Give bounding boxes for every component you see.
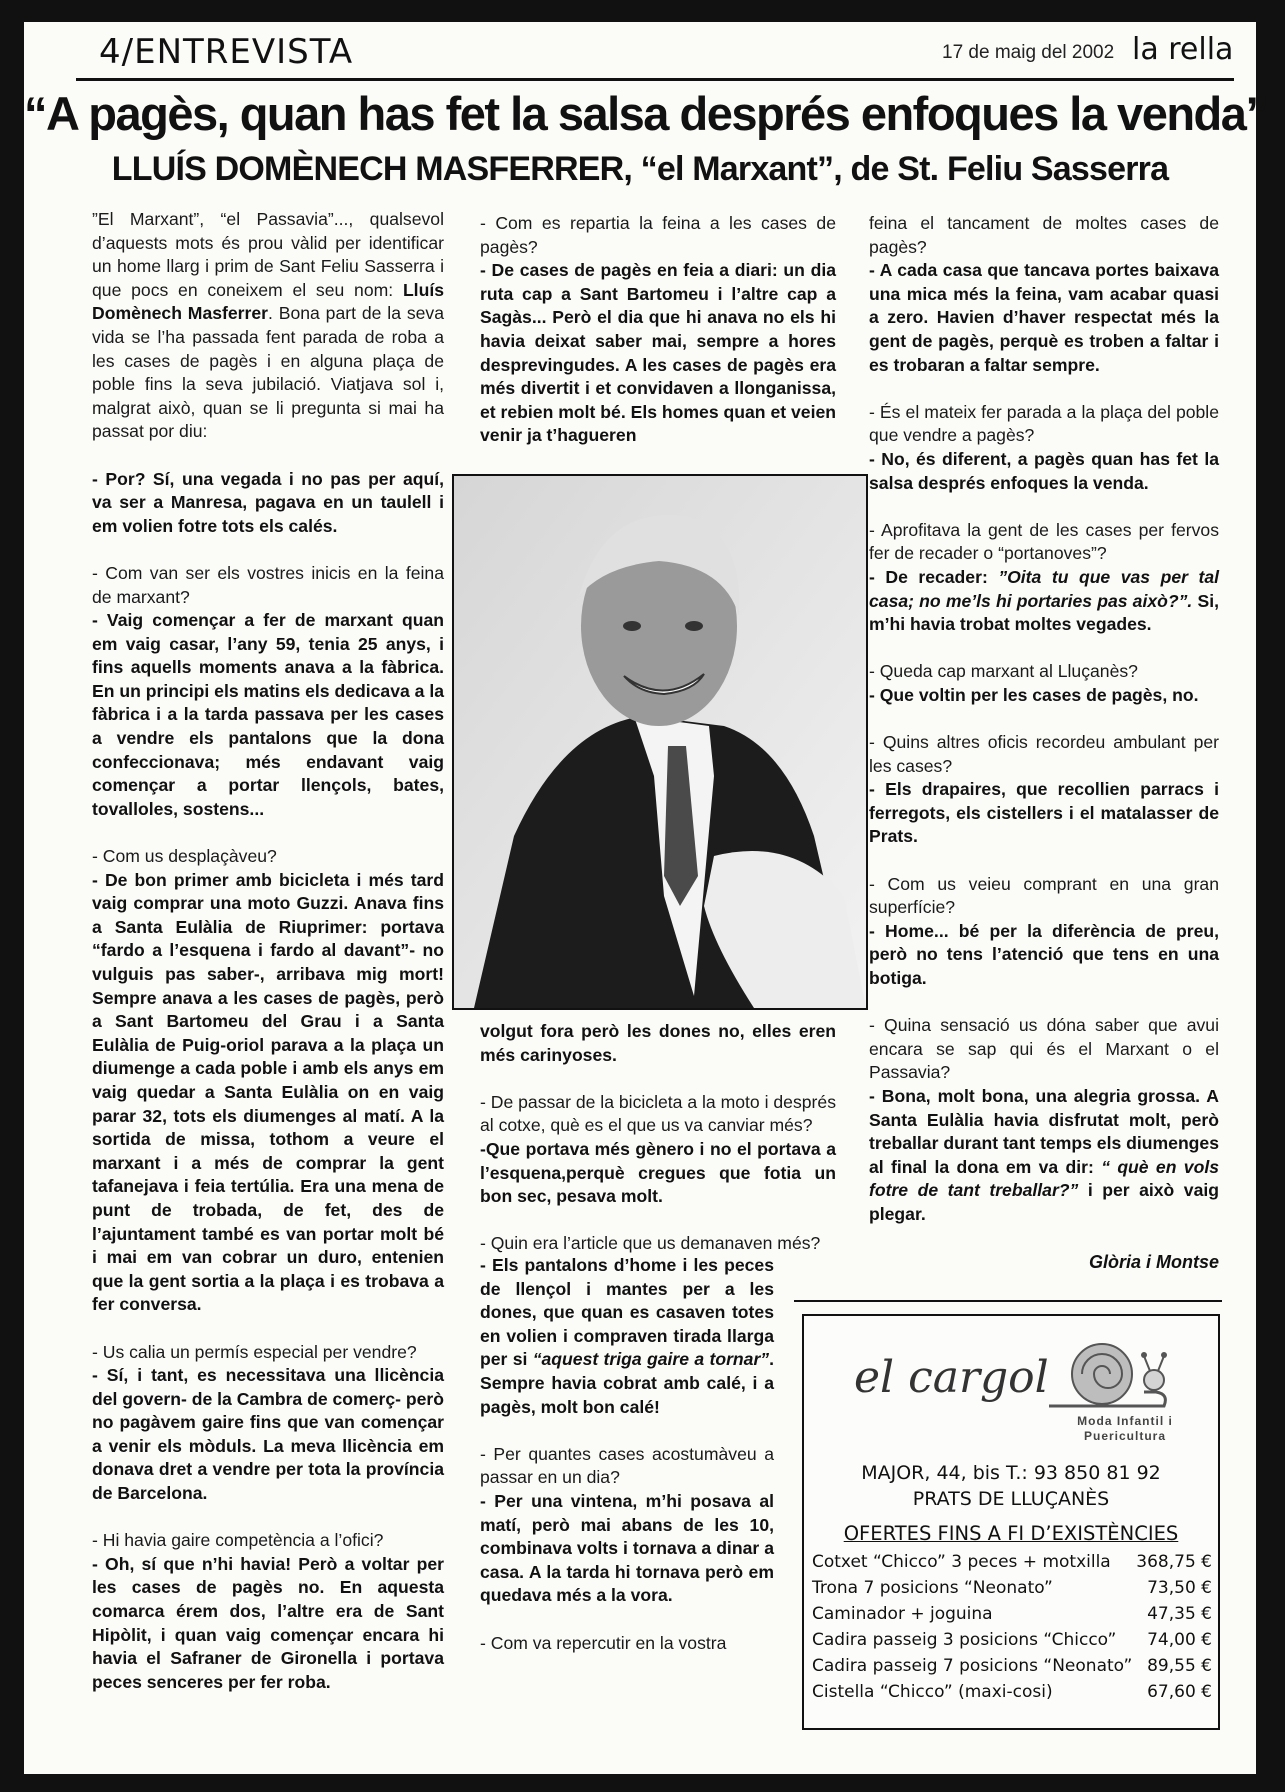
subheadline: LLUÍS DOMÈNECH MASFERRER, “el Marxant”, de St. Feliu Sasserra [111, 150, 1169, 188]
answer: - No, és diferent, a pagès quan has fet la salsa després enfoques la venda. [869, 448, 1219, 493]
question-answer [480, 1443, 774, 1608]
ad-town: PRATS DE LLUÇANÈS [912, 1488, 1110, 1510]
question: - Com es repartia la feina a les cases de pagès? [480, 213, 836, 257]
ad-offer-list [812, 1549, 1212, 1705]
answer: - Que voltin per les cases de pagès, no. [869, 684, 1199, 705]
question: - Us calia un permís especial per vendre? [92, 1341, 417, 1362]
column-3 [869, 212, 1219, 1250]
answer: - Por? Sí, una vegada i no pas per aquí, va ser a Manresa, pagava en un taulell i em volien fotre tots els calés. [92, 468, 444, 536]
question: feina el tancament de moltes cases de pagès? [869, 213, 1219, 257]
answer: - A cada casa que tancava portes baixava una mica més la feina, vam acabar quasi a zero. Havien d’haver respectat més la gent de pagès, perquè es troben a faltar i es trobaran a faltar sempre. [869, 260, 1219, 375]
question: - Hi havia gaire competència a l’ofici? [92, 1530, 384, 1551]
question: - Queda cap marxant al Lluçanès? [869, 661, 1138, 682]
offer-price: 73,50 € [1147, 1578, 1212, 1598]
answer: - Home... bé per la diferència de preu, però no tens l’atenció que tens en una botiga. [869, 920, 1219, 988]
answer: -Que portava més gènero i no el portava a l’esquena,perquè cregues que fotia un bon sec, pesava molt. [480, 1138, 836, 1207]
question: - Quin era l’article que us demanaven més? [480, 1233, 821, 1254]
publication-name: la rella [1132, 32, 1234, 67]
offer-row: Cotxet “Chicco” 3 peces + motxilla 368,75 € [812, 1549, 1212, 1575]
ad-tagline: Moda Infantil i Puericultura [1077, 1414, 1173, 1443]
question: - Per quantes cases acostumàveu a passar en un dia? [480, 1443, 774, 1488]
answer-continued: volgut fora però les dones no, elles eren més carinyoses. [480, 1021, 836, 1065]
author-signature: Glòria i Montse [1088, 1252, 1219, 1272]
offer-price: 47,35 € [1147, 1604, 1212, 1624]
newspaper-page [24, 22, 1268, 1774]
question: - Quina sensació us dóna saber que avui encara se sap qui és el Marxant o el Passavia? [869, 1015, 1219, 1083]
column-2-bottom [480, 1254, 774, 1679]
column-2-middle [480, 1020, 836, 1256]
question: - Com us desplaçàveu? [92, 846, 277, 867]
ad-address: MAJOR, 44, bis T.: 93 850 81 92 [861, 1462, 1161, 1484]
interviewee-photo [452, 474, 868, 1010]
offer-price: 368,75 € [1136, 1552, 1212, 1572]
offer-price: 74,00 € [1147, 1630, 1212, 1650]
answer: - Per una vintena, m’hi posava al matí, però mai abans de les 10, combinava volts i tornava a dinar a casa. A la tarda hi tornava però em quedava més a la vora. [480, 1490, 774, 1606]
ad-offers-title: OFERTES FINS A FI D’EXISTÈNCIES [843, 1522, 1179, 1545]
headline: “A pagès, quan has fet la salsa després enfoques la venda” [24, 87, 1268, 140]
question-answer [92, 845, 444, 1317]
offer-price: 67,60 € [1147, 1682, 1212, 1702]
question-answer: - Aprofitava la gent de les cases per fervos fer de recader o “portanoves”? - De recader: ”Oita tu que vas per tal casa; no me’ls hi portaries pas això?”. Si, m’hi havia trobat moltes vegades. [869, 519, 1220, 635]
offer-row: Cadira passeig 3 posicions “Chicco” 74,00 € [812, 1627, 1212, 1653]
answer: - Els pantalons d’home i les peces de llençol i mantes per a les dones, que quan es casaven totes en volien i compraven tirada llarga per si “aquest triga gaire a tornar”. Sempre havia cobrat amb calé, i a pagès, molt bon calé! [480, 1255, 774, 1417]
question-answer [869, 873, 1219, 991]
question: - Quins altres oficis recordeu ambulant per les cases? [869, 732, 1219, 776]
advertisement [802, 1314, 1220, 1730]
answer: - Oh, sí que n’hi havia! Però a voltar per les cases de pagès no. En aquesta comarca érem dos, l’altre era de Sant Hipòlit, i quan vaig començar encara hi havia el Safraner de Gironella i portava peces senceres per fer roba. [92, 1553, 444, 1692]
question-answer [480, 212, 836, 448]
question-answer [869, 660, 1219, 707]
question-answer [92, 562, 444, 822]
question-answer [480, 1091, 836, 1209]
question-answer [92, 1341, 444, 1506]
column-2-top [480, 212, 836, 472]
offer-row: Trona 7 posicions “Neonato” 73,50 € [812, 1575, 1212, 1601]
question-answer [869, 212, 1219, 377]
offer-price: 89,55 € [1147, 1656, 1212, 1676]
intro-paragraph: ”El Marxant”, “el Passavia”..., qualsevol d’aquests mots és prou vàlid per identificar un home llarg i prim de Sant Feliu Sasserra i que pocs en coneixem el seu nom: Lluís Domènech Masferrer. Bona part de la seva vida se l’ha passada fent parada de roba a les cases de pagès i en alguna plaça de poble fins la seva jubilació. Viatjava sol i, malgrat això, quan se li pregunta si mai ha passat por diu: [92, 209, 444, 442]
question-answer: - Quina sensació us dóna saber que avui encara se sap qui és el Marxant o el Passavia? - Bona, molt bona, una alegria grossa. A Santa Eulàlia havia disfrutat molt, però treballar durant tant temps els diumenges al final la dona em va dir: “ què en vols fotre de tant treballar?” i per això vaig plegar. [869, 1015, 1220, 1224]
question-answer [92, 1529, 444, 1694]
issue-date: 17 de maig del 2002 [942, 42, 1115, 63]
question: - És el mateix fer parada a la plaça del poble que vendre a pagès? [869, 401, 1219, 446]
question: - Com us veieu comprant en una gran superfície? [869, 873, 1219, 918]
question: - De passar de la bicicleta a la moto i després al cotxe, què es el que us va canviar més? [480, 1091, 836, 1136]
answer: - De cases de pagès en feia a diari: un dia ruta cap a Sant Bartomeu i l’altre cap a Sagàs... Però el dia que hi anava no els hi havia deixat saber mai, sempre a hores desprevingudes. A les cases de pagès era més divertit i et convidaven a llonganissa, et rebien molt bé. Els homes quan et veien venir ja t’hagueren [480, 260, 836, 446]
question: - Aprofitava la gent de les cases per fervos fer de recader o “portanoves”? [869, 519, 1219, 564]
interviewee-name: Lluís Domènech Masferrer [92, 279, 444, 324]
offer-row: Caminador + joguina 47,35 € [812, 1601, 1212, 1627]
offer-row: Cistella “Chicco” (maxi-cosi) 67,60 € [812, 1679, 1212, 1705]
column-1 [92, 208, 444, 1718]
section-title: 4/ENTREVISTA [99, 32, 354, 72]
question-answer [869, 401, 1219, 495]
answer: - Sí, i tant, es necessitava una llicència del govern- de la Cambra de comerç- però no pagàvem gaire fins que van començar a venir els mòduls. La meva llicència em donava dret a vendre per tota la província de Barcelona. [92, 1365, 444, 1504]
header-rule [76, 78, 1234, 81]
question-answer [869, 731, 1219, 849]
answer: - De bon primer amb bicicleta i més tard vaig comprar una moto Guzzi. Anava fins a Santa Eulàlia de Riuprimer: portava “fardo a l’esquena i fardo al davant”- no vulguis pas saber-, arribava mig mort! Sempre anava a les cases de pagès, però a Sant Bartomeu del Grau i a Santa Eulàlia de Puig-oriol parava a la plaça un diumenge a cada poble i amb els anys em vaig quedar a Santa Eulàlia on en vaig parar 32, tots els diumenges al matí. A la sortida de missa, tothom a veure el marxant i a més de comprar la gent tafanejava i feia tertúlia. Era una mena de punt de trobada, de fet, des de l’ajuntament també es van portar molt bé i mai em van cobrar un duro, entenien que la gent sortia a la plaça i es trobava a fer conversa. [92, 869, 444, 1315]
question: - Com va repercutir en la vostra [480, 1632, 727, 1653]
portrait-illustration [454, 476, 866, 1008]
ad-top-rule [794, 1300, 1222, 1302]
snail-icon [1044, 1334, 1174, 1414]
ad-logo: el cargol [854, 1352, 1049, 1403]
answer: - Els drapaires, que recollien parracs i ferregots, els cistellers i el matalasser de Prats. [869, 779, 1219, 847]
offer-row: Cadira passeig 7 posicions “Neonato” 89,55 € [812, 1653, 1212, 1679]
question: - Com van ser els vostres inicis en la feina de marxant? [92, 562, 444, 607]
answer: - Vaig començar a fer de marxant quan em vaig casar, l’any 59, tenia 25 anys, i fins aquells moments anava a la fàbrica. En un principi els matins els dedicava a la fàbrica i a la tarda passava per les cases a vendre els pantalons que la dona confeccionava; més endavant vaig començar a portar llençols, bates, tovalloles, sostens... [92, 610, 445, 819]
